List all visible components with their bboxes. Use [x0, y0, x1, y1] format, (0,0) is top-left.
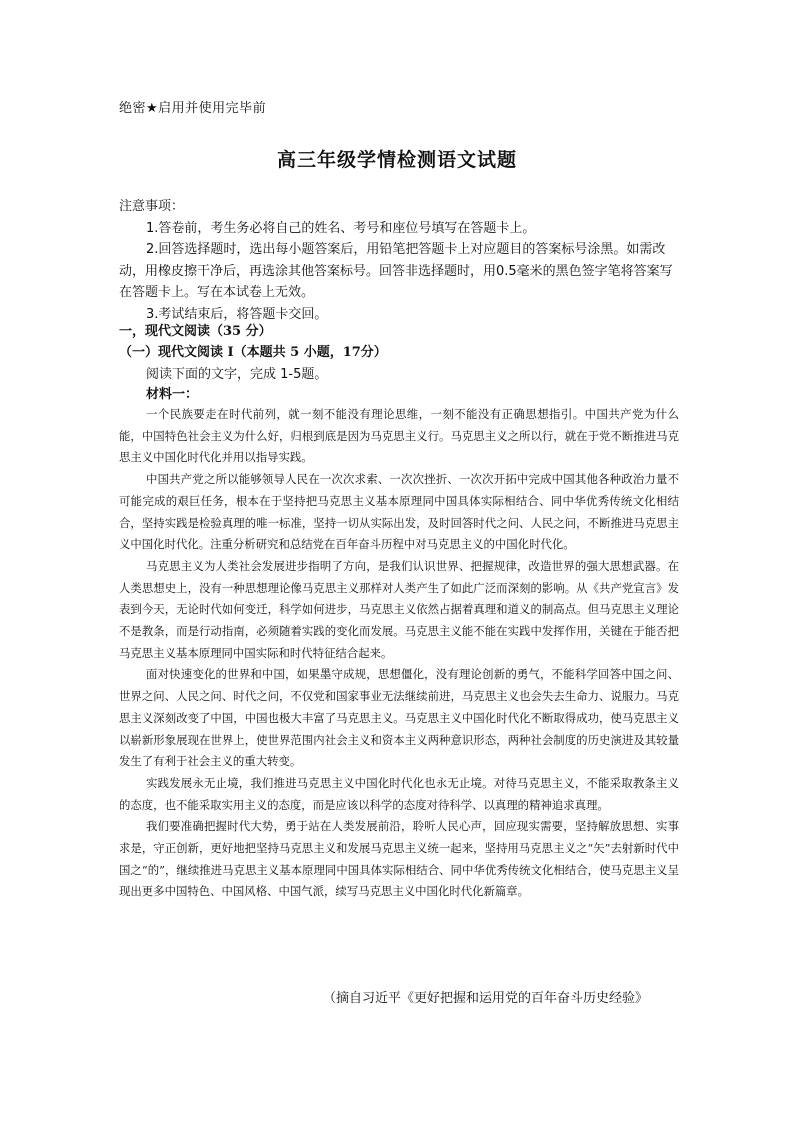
passage-paragraph: 中国共产党之所以能够领导人民在一次次求索、一次次挫折、一次次开拓中完成中国其他各种政治力量不可能完成的艰巨任务，根本在于坚持把马克思主义基本原理同中国具体实际相结合、同中华优秀传统文化相结合，坚持实践是检验真理的唯一标准，坚持一切从实际出发，及时回答时代之问、人民之问，不断推进马克思主义中国化时代化。注重分析研究和总结党在百年奋斗历程中对马克思主义的中国化时代化。	[119, 472, 679, 552]
passage-paragraph: 实践发展永无止境，我们推进马克思主义中国化时代化也永无止境。对待马克思主义，不能采取教条主义的态度，也不能采取实用主义的态度，而是应该以科学的态度对待科学、以真理的精神追求真理。	[119, 775, 679, 812]
section-heading: 一，现代文阅读（35 分）	[119, 324, 272, 339]
notes-heading: 注意事项：	[119, 199, 185, 214]
material-label: 材料一：	[146, 387, 199, 402]
reading-instruction: 阅读下面的文字，完成 1-5题。	[146, 367, 328, 382]
passage-paragraph: 一个民族要走在时代前列，就一刻不能没有理论思维，一刻不能没有正确思想指引。中国共产党为什么能，中国特色社会主义为什么好，归根到底是因为马克思主义行。马克思主义之所以行，就在于党不断推进马克思主义中国化时代化并用以指导实践。	[119, 407, 679, 465]
confidential-label: 绝密★启用并使用完毕前	[119, 101, 267, 116]
passage-paragraph: 马克思主义为人类社会发展进步指明了方向，是我们认识世界、把握规律，改造世界的强大思想武器。在人类思想史上，没有一种思想理论像马克思主义那样对人类产生了如此广泛而深刻的影响。从《共产党宣言》发表到今天，无论时代如何变迁，科学如何进步，马克思主义依然占据着真理和道义的制高点。但马克思主义理论不是教条，而是行动指南，必须随着实践的变化而发展。马克思主义能不能在实践中发挥作用，关键在于能否把马克思主义基本原理同中国实际和时代特征结合起来。	[119, 558, 679, 660]
page-title: 高三年级学情检测语文试题	[276, 149, 517, 171]
passage-paragraph: 面对快速变化的世界和中国，如果墨守成规，思想僵化，没有理论创新的勇气，不能科学回答中国之问、世界之问、人民之问、时代之问，不仅党和国家事业无法继续前进，马克思主义也会失去生命力、说服力。马克思主义深刻改变了中国，中国也极大丰富了马克思主义。马克思主义中国化时代化不断取得成功，使马克思主义以崭新形象展现在世界上，使世界范围内社会主义和资本主义两种意识形态，两种社会制度的历史演进及其较量发生了有利于社会主义的重大转变。	[119, 667, 679, 769]
source-citation: （摘自习近平《更好把握和运用党的百年奋斗历史经验》	[323, 991, 649, 1006]
note-item: 2.回答选择题时，选出每小题答案后，用铅笔把答题卡上对应题目的答案标号涂黑。如需改动，用橡皮擦干净后，再选涂其他答案标号。回答非选择题时，用0.5毫米的黑色签字笔将答案写在答题卡上。写在本试卷上无效。	[119, 242, 673, 300]
notes-block	[119, 196, 679, 325]
note-item: 3.考试结束后，将答题卡交回。	[146, 306, 328, 322]
passage-paragraph: 我们要准确把握时代大势，勇于站在人类发展前沿，聆听人民心声，回应现实需要，坚持解放思想、实事求是，守正创新，更好地把坚持马克思主义和发展马克思主义统一起来，坚持用马克思主义之“矢”去射新时代中国之“的”，继续推进马克思主义基本原理同中国具体实际相结合、同中华优秀传统文化相结合，使马克思主义呈现出更多中国特色、中国风格、中国气派，续写马克思主义中国化时代化新篇章。	[119, 819, 679, 899]
passage	[119, 404, 679, 903]
note-item: 1.答卷前，考生务必将自己的姓名、考号和座位号填写在答题卡上。	[146, 220, 536, 236]
sub-section-heading: （一）现代文阅读 I（本题共 5 小题，17分）	[119, 345, 387, 360]
